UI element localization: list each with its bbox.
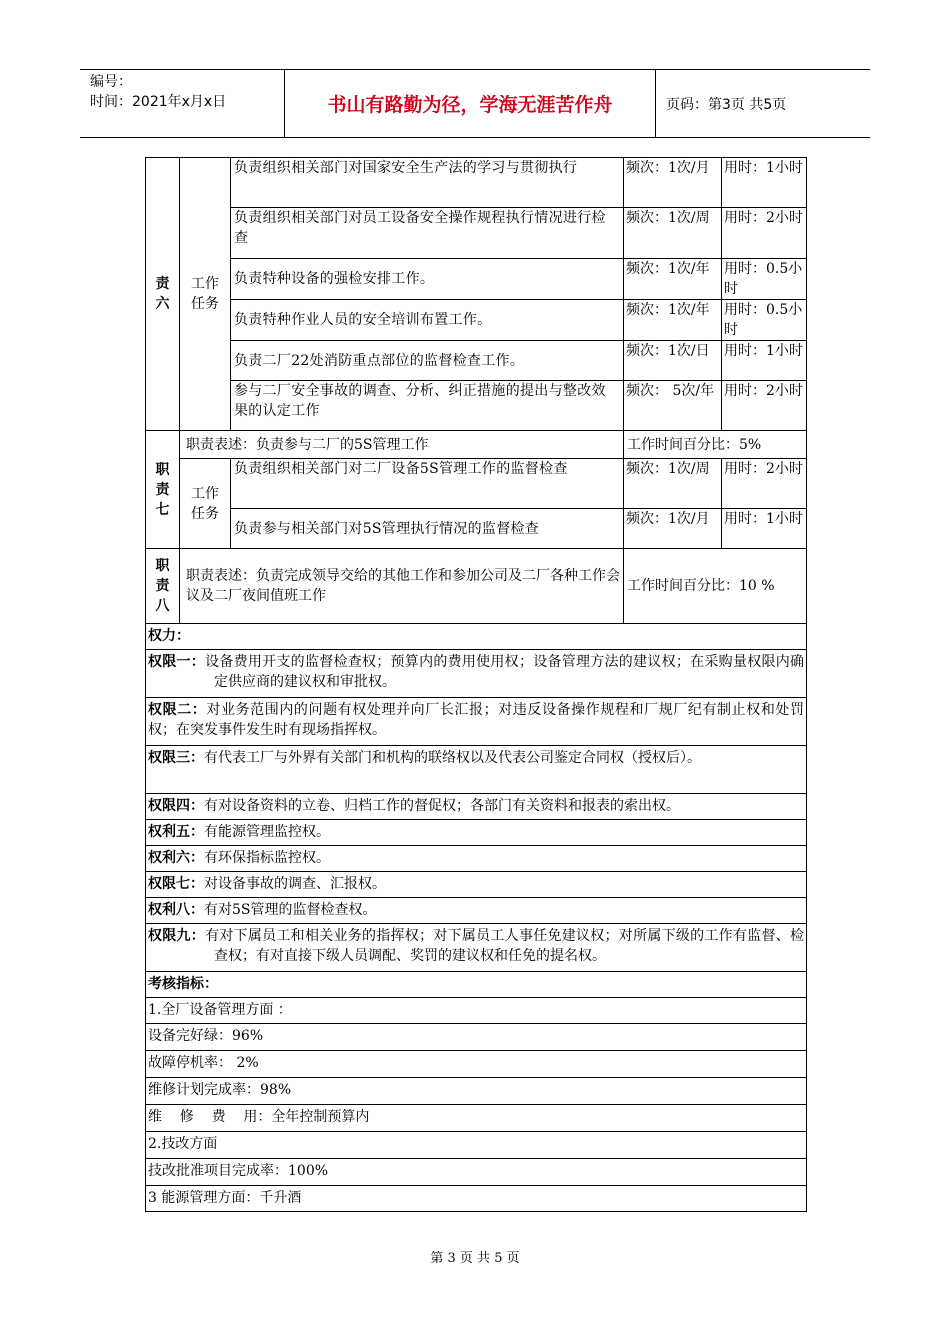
power-label: 权限二： (148, 702, 207, 718)
duty7-task-time: 用时：1小时 (722, 509, 807, 549)
power-text: 对设备事故的调查、汇报权。 (204, 876, 386, 892)
power-row (146, 846, 807, 872)
power-text: 有环保指标监控权。 (204, 850, 330, 866)
kpi-title-row (146, 972, 807, 998)
duty6-task-row (146, 259, 807, 300)
power-label: 权限一： (148, 654, 206, 670)
kpi-row (146, 998, 807, 1024)
power-text: 有能源管理监控权。 (204, 824, 330, 840)
duty8-row (146, 549, 807, 624)
duty7-task-text: 负责组织相关部门对二厂设备5S管理工作的监督检查 (231, 459, 624, 509)
kpi-row (146, 1024, 807, 1051)
power-row (146, 872, 807, 898)
duty-table (145, 157, 807, 1212)
kpi-row (146, 1159, 807, 1186)
kpi-item: 3 能源管理方面：千升酒 (146, 1186, 807, 1212)
power-item (146, 898, 807, 924)
duty6-task-freq: 频次：1次/年 (624, 300, 722, 341)
kpi-title: 考核指标： (146, 972, 807, 998)
power-item (146, 650, 807, 698)
duty6-task-row (146, 300, 807, 341)
duty6-task-time: 用时：0.5小时 (722, 259, 807, 300)
kpi-item: 1.全厂设备管理方面 ： (146, 998, 807, 1024)
header-page-label: 页码：第3页 共5页 (666, 96, 787, 113)
kpi-item: 技改批准项目完成率：100% (146, 1159, 807, 1186)
page-footer: 第 3 页 共 5 页 (430, 1251, 520, 1266)
duty8-percent: 工作时间百分比：10 % (624, 549, 807, 624)
power-label: 权限七： (148, 876, 204, 892)
duty7-task-freq: 频次：1次/月 (624, 509, 722, 549)
power-text: 有代表工厂与外界有关部门和机构的联络权以及代表公司鉴定合同权（授权后）。 (204, 750, 701, 766)
duty7-task-row (146, 509, 807, 549)
duty7-task-row (146, 459, 807, 509)
power-row (146, 794, 807, 820)
duty7-task-label: 工作 任务 (180, 459, 231, 549)
power-label: 权限三： (148, 750, 204, 766)
header-motto: 书山有路勤为径，学海无涯苦作舟 (284, 70, 656, 137)
kpi-row (146, 1105, 807, 1132)
duty8-description: 职责表述：负责完成领导交给的其他工作和参加公司及二厂各种工作会议及二厂夜间值班工作 (180, 549, 624, 624)
kpi-item: 维 修 费 用：全年控制预算内 (146, 1105, 807, 1132)
duty6-task-time: 用时：1小时 (722, 341, 807, 381)
power-label: 权利六： (148, 850, 204, 866)
duty7-label: 职 责 七 (146, 431, 180, 549)
duty6-task-row (146, 208, 807, 259)
duty7-task-freq: 频次：1次/周 (624, 459, 722, 509)
kpi-row (146, 1051, 807, 1078)
duty7-task-text: 负责参与相关部门对5S管理执行情况的监督检查 (231, 509, 624, 549)
power-row (146, 924, 807, 972)
power-label: 权利五： (148, 824, 204, 840)
power-row (146, 650, 807, 698)
power-item (146, 794, 807, 820)
duty7-percent: 工作时间百分比：5% (624, 431, 807, 459)
duty6-task-freq: 频次：1次/年 (624, 259, 722, 300)
kpi-item: 设备完好绿：96% (146, 1024, 807, 1051)
power-row (146, 698, 807, 746)
duty6-task-freq: 频次： 5次/年 (624, 381, 722, 431)
kpi-row (146, 1186, 807, 1212)
power-row (146, 898, 807, 924)
duty6-task-text: 负责组织相关部门对国家安全生产法的学习与贯彻执行 (231, 158, 624, 208)
duty6-task-time: 用时：1小时 (722, 158, 807, 208)
doc-date-label: 时间：2021年x月x日 (90, 94, 227, 110)
kpi-item: 2.技改方面 (146, 1132, 807, 1159)
power-text: 有对下属员工和相关业务的指挥权；对下属员工人事任免建议权；对所属下级的工作有监督、检查权；有对直接下级人员调配、奖罚的建议权和任免的提名权。 (205, 928, 805, 964)
duty6-task-text: 负责组织相关部门对员工设备安全操作规程执行情况进行检查 (231, 208, 624, 259)
power-item (146, 746, 807, 794)
power-label: 权限九： (148, 928, 206, 944)
duty6-task-text: 负责二厂22处消防重点部位的监督检查工作。 (231, 341, 624, 381)
duty6-task-text: 负责特种设备的强检安排工作。 (231, 259, 624, 300)
power-text: 设备费用开支的监督检查权；预算内的费用使用权；设备管理方法的建议权；在采购量权限内确定供应商的建议权和审批权。 (205, 654, 805, 690)
page-header (80, 69, 870, 138)
duty6-task-row (146, 341, 807, 381)
duty6-task-row (146, 158, 807, 208)
kpi-item: 故障停机率： 2% (146, 1051, 807, 1078)
power-label: 权利八： (148, 902, 204, 918)
powers-title: 权力： (146, 624, 807, 650)
power-item (146, 872, 807, 898)
power-item (146, 698, 807, 746)
duty6-task-time: 用时：0.5小时 (722, 300, 807, 341)
duty6-task-text: 参与二厂安全事故的调查、分析、纠正措施的提出与整改效果的认定工作 (231, 381, 624, 431)
duty7-desc-row (146, 431, 807, 459)
power-row (146, 820, 807, 846)
power-text: 有对设备资料的立卷、归档工作的督促权；各部门有关资料和报表的索出权。 (204, 798, 680, 814)
power-text: 对业务范围内的问题有权处理并向厂长汇报；对违反设备操作规程和厂规厂纪有制止权和处罚权；在突发事件发生时有现场指挥权。 (148, 702, 805, 738)
duty7-description: 职责表述：负责参与二厂的5S管理工作 (180, 431, 624, 459)
power-text: 有对5S管理的监督检查权。 (204, 902, 377, 918)
duty6-task-time: 用时：2小时 (722, 381, 807, 431)
kpi-row (146, 1132, 807, 1159)
header-meta (80, 70, 284, 137)
power-row (146, 746, 807, 794)
powers-title-row (146, 624, 807, 650)
doc-number-label: 编号： (90, 74, 132, 90)
kpi-row (146, 1078, 807, 1105)
power-item (146, 924, 807, 972)
duty7-task-time: 用时：2小时 (722, 459, 807, 509)
duty6-label: 责 六 (146, 158, 180, 431)
duty6-task-freq: 频次：1次/月 (624, 158, 722, 208)
duty6-task-freq: 频次：1次/周 (624, 208, 722, 259)
duty6-task-freq: 频次：1次/日 (624, 341, 722, 381)
duty6-task-row (146, 381, 807, 431)
duty6-task-label: 工作 任务 (180, 158, 231, 431)
power-item (146, 820, 807, 846)
duty6-task-time: 用时：2小时 (722, 208, 807, 259)
power-item (146, 846, 807, 872)
duty8-label: 职 责 八 (146, 549, 180, 624)
duty6-task-text: 负责特种作业人员的安全培训布置工作。 (231, 300, 624, 341)
power-label: 权限四： (148, 798, 204, 814)
kpi-item: 维修计划完成率：98% (146, 1078, 807, 1105)
